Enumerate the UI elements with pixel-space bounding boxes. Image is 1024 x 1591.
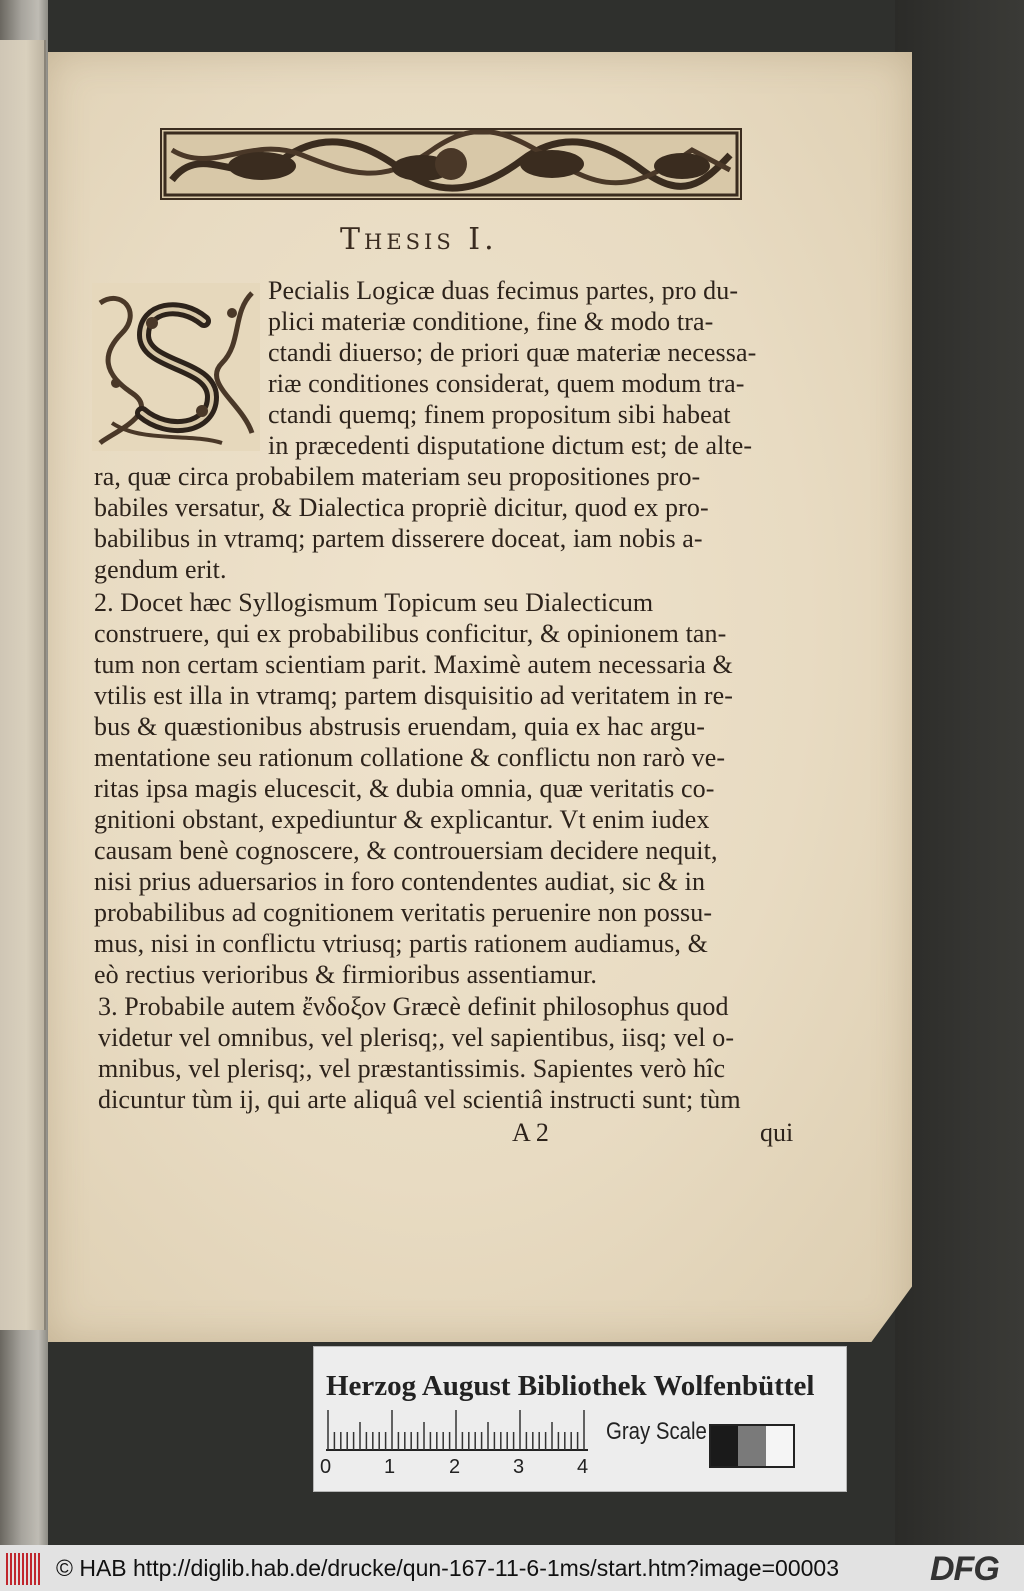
text-line: vtilis est illa in vtramq; partem disquisitio ad veritatem in re- [94, 681, 734, 710]
gray-scale-swatches [709, 1424, 795, 1468]
text-line: ra, quæ circa probabilem materiam seu propositiones pro- [94, 462, 701, 491]
text-line: Pecialis Logicæ duas fecimus partes, pro du- [268, 276, 739, 305]
text-line: tum non certam scientiam parit. Maximè autem necessaria & [94, 650, 733, 679]
text-line: mnibus, vel plerisq;, vel præstantissimis. Sapientes verò hîc [98, 1054, 726, 1083]
text-line: ctandi quemq; finem propositum sibi habeat [268, 400, 731, 429]
text-line: eò rectius verioribus & firmioribus assentiamur. [94, 960, 598, 989]
text-line: dicuntur tùm ij, qui arte aliquâ vel scientiâ instructi sunt; tùm [98, 1085, 741, 1114]
dark-background [895, 0, 1024, 1545]
adjacent-page-edge [0, 40, 46, 1330]
gray-swatch-mid [738, 1426, 765, 1466]
scale-number: 3 [513, 1456, 525, 1478]
signature-mark: A 2 [512, 1118, 549, 1147]
text-line: bus & quæstionibus abstrusis eruendam, quia ex hac argu- [94, 712, 705, 741]
text-line: videtur vel omnibus, vel plerisq;, vel sapientibus, iisq; vel o- [98, 1023, 735, 1052]
decorated-initial-s [92, 283, 260, 451]
text-line: mentatione seu rationum collatione & conflictu non rarò ve- [94, 743, 726, 772]
text-line: construere, qui ex probabilibus conficitur, & opinionem tan- [94, 619, 727, 648]
text-line: riæ conditiones considerat, quem modum tra- [268, 369, 745, 398]
scale-number: 0 [320, 1456, 332, 1478]
text-line: nisi prius aduersarios in foro contendentes audiat, sic & in [94, 867, 706, 896]
gray-swatch-light [766, 1426, 793, 1466]
text-line: plici materiæ conditione, fine & modo tra- [268, 307, 714, 336]
text-line: probabilibus ad cognitionem veritatis peruenire non possu- [94, 898, 713, 927]
text-line: babiles versatur, & Dialectica propriè dicitur, quod ex pro- [94, 493, 709, 522]
scale-ruler [326, 1406, 588, 1452]
text-line: babilibus in vtramq; partem disserere doceat, iam nobis a- [94, 524, 703, 553]
dfg-logo: DFG [930, 1550, 999, 1588]
text-line: gnitioni obstant, expediuntur & explicantur. Vt enim iudex [94, 805, 710, 834]
woodcut-ornament-band [160, 128, 742, 200]
text-line: 2. Docet hæc Syllogismum Topicum seu Dialecticum [94, 588, 654, 617]
gray-scale-label: Gray Scale [606, 1418, 707, 1445]
footer-copyright-url[interactable]: © HAB http://diglib.hab.de/drucke/qun-167-11-6-1ms/start.htm?image=00003 [56, 1555, 839, 1581]
text-line: gendum erit. [94, 555, 227, 584]
text-line: 3. Probabile autem ἔνδοξον Græcè definit philosophus quod [98, 992, 729, 1021]
thesis-heading: Thesis I. [340, 222, 498, 257]
text-line: ritas ipsa magis elucescit, & dubia omnia, quæ veritatis co- [94, 774, 715, 803]
library-name: Herzog August Bibliothek Wolfenbüttel [326, 1370, 815, 1402]
text-line: in præcedenti disputatione dictum est; de alte- [268, 431, 753, 460]
text-line: causam benè cognoscere, & controuersiam decidere nequit, [94, 836, 718, 865]
scale-number: 1 [384, 1456, 396, 1478]
barcode-icon [6, 1553, 42, 1585]
gray-swatch-dark [711, 1426, 738, 1466]
scale-number: 4 [577, 1456, 589, 1478]
text-line: mus, nisi in conflictu vtriusq; partis rationem audiamus, & [94, 929, 708, 958]
catchword: qui [760, 1118, 794, 1147]
scale-number: 2 [449, 1456, 461, 1478]
text-line: ctandi diuerso; de priori quæ materiæ necessa- [268, 338, 757, 367]
